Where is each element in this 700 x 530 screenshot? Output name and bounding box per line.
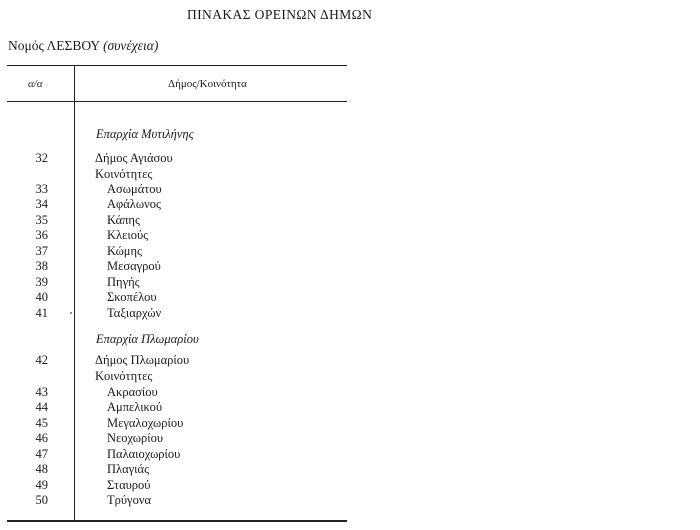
table-row [0,227,347,243]
table-header-rule [7,101,347,102]
row-number: 34 [35,197,48,211]
row-number: 44 [35,400,48,414]
continued-note: (συνέχεια) [103,38,159,53]
row-number: 35 [35,213,48,227]
table-top-rule [7,65,347,66]
municipality-name: Νεοχωρίου [107,431,164,445]
municipality-name: Μεσαγρού [107,259,161,273]
table-bottom-rule [7,520,347,522]
table-row [0,477,347,493]
table-row [0,399,347,415]
row-number: 37 [35,244,48,258]
row-number: 47 [35,447,48,461]
table-row [0,368,347,384]
row-number: 38 [35,259,48,273]
table-row [0,492,347,508]
row-number: 39 [35,275,48,289]
municipality-name: Κλειούς [107,228,149,242]
municipality-name: Ακρασίου [107,385,158,399]
municipality-name: Ασωμάτου [107,182,162,196]
table-row [0,181,347,197]
municipality-name: Αφάλωνος [107,197,161,211]
prefecture-heading [8,38,158,54]
table-row [0,289,347,305]
municipality-name: Ταξιαρχών [107,306,162,320]
table-row [0,166,347,182]
prefecture-name: Νομός ΛΕΣΒΟΥ [8,38,100,53]
column-header-number: α/α [28,78,43,90]
district-name: Επαρχία Πλωμαρίου [96,332,199,346]
page-title: ΠΙΝΑΚΑΣ ΟΡΕΙΝΩΝ ΔΗΜΩΝ [187,7,373,22]
district-name: Επαρχία Μυτιλήνης [96,127,194,141]
table-row [0,415,347,431]
table-row [0,305,347,321]
table-row [0,461,347,477]
municipality-name: Πηγής [107,275,140,289]
row-number: 49 [35,478,48,492]
municipality-name: Σκοπέλου [107,290,157,304]
municipality-name: Παλαιοχωρίου [107,447,181,461]
row-number: 36 [35,228,48,242]
table-row [0,352,347,368]
scan-speck [70,312,72,314]
table-row [0,243,347,259]
table-row [0,196,347,212]
district-heading-row [0,126,347,142]
row-number: 32 [35,151,48,165]
row-number: 33 [35,182,48,196]
municipality-name: Δήμος Αγιάσου [95,151,173,165]
row-number: 45 [35,416,48,430]
table-row [0,274,347,290]
municipality-name: Κάπης [107,213,140,227]
row-number: 48 [35,462,48,476]
group-label: Κοινότητες [95,369,153,383]
municipality-name: Κώμης [107,244,142,258]
table-row [0,150,347,166]
district-heading-row [0,331,347,347]
row-number: 41 [35,306,48,320]
municipality-name: Τρύγονα [107,493,152,507]
municipality-name: Σταυρού [107,478,151,492]
table-row [0,446,347,462]
municipality-name: Πλαγιάς [107,462,150,476]
row-number: 50 [35,493,48,507]
row-number: 40 [35,290,48,304]
municipality-name: Δήμος Πλωμαρίου [95,353,190,367]
table-row [0,258,347,274]
row-number: 42 [35,353,48,367]
group-label: Κοινότητες [95,167,153,181]
table-row [0,384,347,400]
row-number: 43 [35,385,48,399]
column-header-name: Δήμος/Κοινότητα [168,78,247,90]
municipality-name: Αμπελικού [107,400,163,414]
row-number: 46 [35,431,48,445]
table-row [0,212,347,228]
municipality-name: Μεγαλοχωρίου [107,416,184,430]
table-row [0,430,347,446]
